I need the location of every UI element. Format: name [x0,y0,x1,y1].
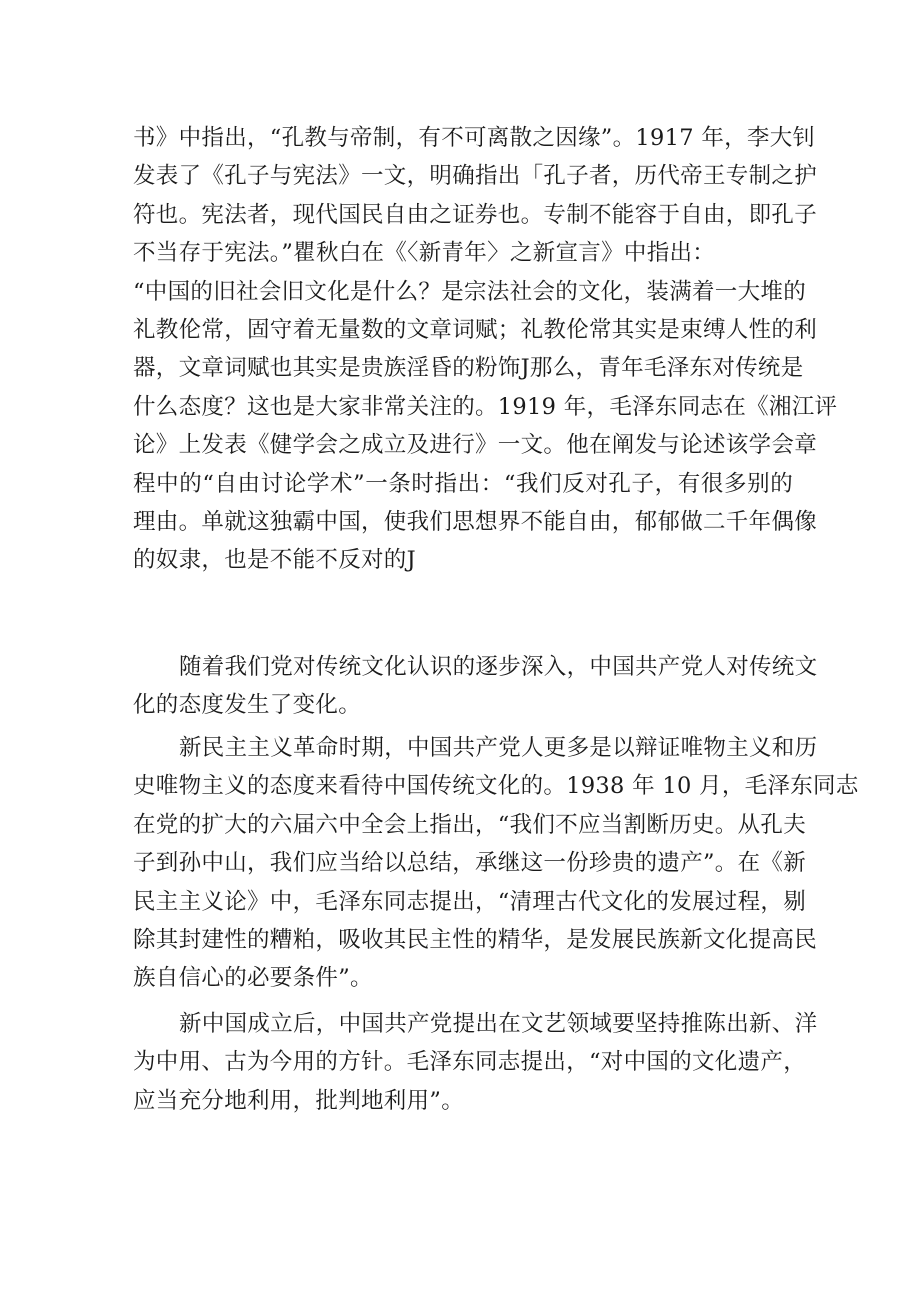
text-line: 发表了《孔子与宪法》一文，明确指出「孔子者，历代帝王专制之护 [133,163,818,190]
text-line: 程中的“自由讨论学术”一条时指出：“我们反对孔子，有很多别的 [133,470,793,497]
text-line: 书》中指出，“孔教与帝制，有不可离散之因缘”。1917 年，李大钊 [133,125,816,151]
paragraph-new-china [133,1005,818,1120]
paragraph-party-attitude [133,648,818,725]
text-line: 不当存于宪法。”瞿秋白在《〈新青年〉之新宣言》中指出： [133,240,716,267]
text-line: 随着我们党对传统文化认识的逐步深入，中国共产党人对传统文 [179,654,818,680]
text-line: 族自信心的必要条件”。 [133,965,373,992]
text-line: “中国的旧社会旧文化是什么？是宗法社会的文化，装满着一大堆的 [133,278,807,305]
text-line: 新中国成立后，中国共产党提出在文艺领域要坚持推陈出新、洋 [179,1011,818,1037]
text-line: 论》上发表《健学会之成立及进行》一文。他在阐发与论述该学会章 [133,432,818,459]
text-line: 礼教伦常，固守着无量数的文章词赋；礼教伦常其实是束缚人性的利 [133,316,818,343]
text-line: 在党的扩大的六届六中全会上指出，“我们不应当割断历史。从孔夫 [133,811,807,838]
text-line: 应当充分地利用，批判地利用”。 [133,1087,465,1114]
text-line: 民主主义论》中，毛泽东同志提出，“清理古代文化的发展过程，剔 [133,888,807,915]
text-line: 符也。宪法者，现代国民自由之证券也。专制不能容于自由，即孔子 [133,201,818,228]
text-line: 化的态度发生了变化。 [133,692,362,719]
text-line: 史唯物主义的态度来看待中国传统文化的。1938 年 10 月，毛泽东同志 [133,773,859,800]
text-line: 除其封建性的糟粕，吸收其民主性的精华，是发展民族新文化提高民 [133,926,818,953]
text-line: 什么态度？这也是大家非常关注的。1919 年，毛泽东同志在《湘江评 [133,393,838,420]
text-line: 的奴隶，也是不能不反对的J [133,547,416,574]
paragraph-continuation [133,119,838,580]
paragraph-new-democracy [133,729,859,998]
text-line: 理由。单就这独霸中国，使我们思想界不能自由，郁郁做二千年偶像 [133,508,818,535]
text-line: 新民主主义革命时期，中国共产党人更多是以辩证唯物主义和历 [179,735,818,761]
text-line: 子到孙中山，我们应当给以总结，承继这一份珍贵的遗产”。在《新 [133,850,807,877]
text-line: 为中用、古为今用的方针。毛泽东同志提出，“对中国的文化遗产， [133,1049,807,1076]
text-line: 器，文章词赋也其实是贵族淫昏的粉饰J那么，青年毛泽东对传统是 [133,355,804,382]
